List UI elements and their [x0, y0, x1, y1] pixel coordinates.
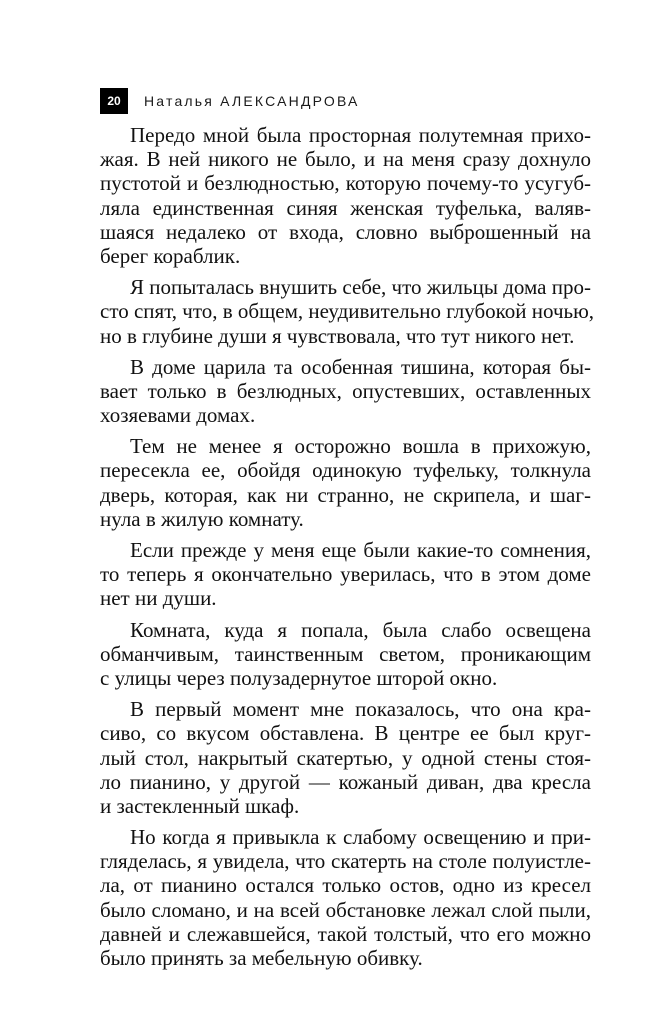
- text-line: жая. В ней никого не было, и на меня сразу дохнуло: [100, 147, 591, 172]
- text-line: ляла единственная синяя женская туфелька, валяв-: [100, 195, 591, 220]
- text-line: пустотой и безлюдностью, которую почему-то усугуб-: [100, 171, 591, 196]
- page-number: 20: [100, 88, 128, 114]
- text-line: то теперь я окончательно уверилась, что в этом доме: [100, 562, 591, 587]
- text-line: Комната, куда я попала, была слабо освещена: [130, 617, 591, 642]
- paragraph: [100, 355, 591, 428]
- text-line: ло пианино, у другой — кожаный диван, два кресла: [100, 769, 591, 794]
- text-line: нула в жилую комнату.: [100, 506, 304, 531]
- text-line: с улицы через полузадернутое шторой окно.: [100, 665, 498, 690]
- text-line: ла, от пианино остался только остов, одно из кресел: [100, 873, 591, 898]
- paragraph: [100, 434, 591, 531]
- text-line: вает только в безлюдных, опустевших, оставленных: [100, 378, 591, 403]
- text-line: сиво, со вкусом обставлена. В центре ее был круг-: [100, 721, 591, 746]
- paragraph: [100, 123, 591, 268]
- page-header: [100, 88, 360, 114]
- text-line: шаяся недалеко от входа, словно выброшенный на: [100, 219, 591, 244]
- text-line: сто спят, что, в общем, неудивительно глубокой ночью,: [100, 299, 595, 324]
- text-line: нет ни души.: [100, 586, 217, 611]
- text-line: было принять за мебельную обивку.: [100, 946, 423, 970]
- text-line: хозяевами домах.: [100, 403, 256, 428]
- text-line: и застекленный шкаф.: [100, 793, 300, 818]
- text-line: Если прежде у меня еще были какие-то сомнения,: [130, 538, 591, 562]
- text-line: но в глубине души я чувствовала, что тут никого нет.: [100, 323, 575, 348]
- text-line: обманчивым, таинственным светом, проникающим: [100, 641, 591, 666]
- text-line: Но когда я привыкла к слабому освещению и при-: [130, 825, 591, 850]
- text-line: В доме царила та особенная тишина, которая бы-: [130, 354, 591, 379]
- body-text: [100, 123, 595, 977]
- text-line: гляделась, я увидела, что скатерть на столе полуистле-: [100, 849, 591, 874]
- text-line: Тем не менее я осторожно вошла в прихожую,: [130, 434, 591, 459]
- paragraph: [100, 618, 591, 691]
- paragraph: [100, 697, 591, 818]
- paragraph: [100, 275, 595, 348]
- running-head-author: Наталья АЛЕКСАНДРОВА: [144, 93, 360, 109]
- text-line: Передо мной была просторная полутемная прихо-: [130, 123, 591, 147]
- text-line: В первый момент мне показалось, что она кра-: [130, 697, 591, 722]
- text-line: лый стол, накрытый скатертью, у одной стены стоя-: [100, 745, 591, 770]
- text-line: было сломано, и на всей обстановке лежал слой пыли,: [100, 897, 591, 922]
- paragraph: [100, 538, 591, 611]
- paragraph: [100, 825, 591, 970]
- text-line: дверь, которая, как ни странно, не скрипела, и шаг-: [100, 482, 591, 507]
- text-line: давней и слежавшейся, такой толстый, что его можно: [100, 921, 591, 946]
- text-line: пересекла ее, обойдя одинокую туфельку, толкнула: [100, 458, 591, 483]
- text-line: Я попыталась внушить себе, что жильцы дома про-: [130, 275, 591, 300]
- text-line: берег кораблик.: [100, 243, 241, 268]
